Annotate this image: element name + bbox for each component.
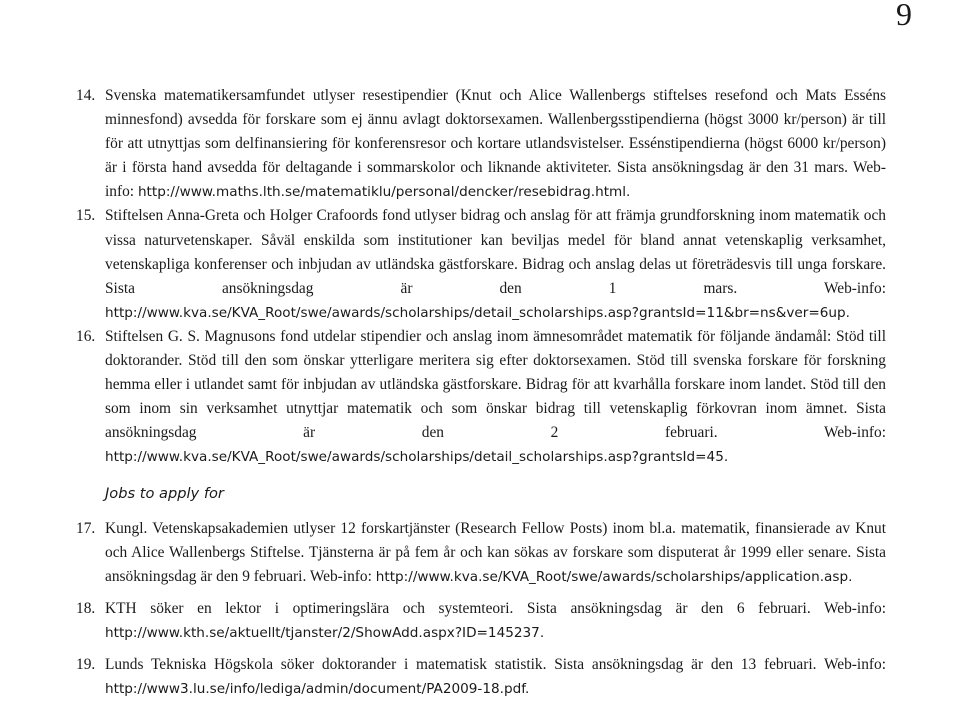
item-number: 17. [76,519,96,537]
web-link[interactable]: http://www.kva.se/KVA_Root/swe/awards/scholarships/detail_scholarships.asp?grantsId=45. [105,449,729,466]
item-text: Stiftelsen G. S. Magnusons fond utdelar stipendier och anslag inom ämnesområdet matematik för följande ändamål: Stöd till doktorander. Stöd till den som önskar ytterligare meritera sig efter doktorsexamen. Stöd till svenska forskare för forskning hemma eller i utlandet samt för inbjudan av utländska gästforskare. Bidrag för att kvarhålla forskare inom landet. Stöd till den som inom sin verksamhet utnyttjar matematik och som önskar bidrag till vetenskaplig förkovran inom ämnet. Sista ansökningsdag är den 2 februari. Web-info: [105,327,886,442]
section-heading: Jobs to apply for [105,484,224,502]
web-link[interactable]: http://www.kth.se/aktuellt/tjanster/2/ShowAdd.aspx?ID=145237. [105,624,545,641]
page-number: 9 [896,0,912,32]
item-number: 15. [76,207,96,225]
item-number: 16. [76,327,96,345]
web-link[interactable]: http://www.maths.lth.se/matematiklu/personal/dencker/resebidrag.html. [137,184,631,201]
item-text: Stiftelsen Anna-Greta och Holger Crafoords fond utlyser bidrag och anslag för att främja grundforskning inom matematik och vissa naturvetenskaper. Såväl enskilda som institutioner kan beviljas medel för bland annat vetenskaplig verksamhet, vetenskapliga konferenser och inbjudan av utländska gästforskare. Bidrag och anslag delas ut företrädesvis till unga forskare. Sista ansökningsdag är den 1 mars. Web-info: [105,207,886,297]
item-text: Lunds Tekniska Högskola söker doktorander i matematisk statistik. Sista ansökningsdag är den 13 februari. Web-info: [105,656,886,674]
web-link[interactable]: http://www.kva.se/KVA_Root/swe/awards/scholarships/application.asp. [375,568,853,585]
list-item-14 [76,84,886,204]
item-number: 18. [76,599,96,617]
document-body [76,84,886,701]
list-item-15 [76,204,886,324]
list-item-17 [76,517,886,589]
item-text: Kungl. Vetenskapsakademien utlyser 12 forskartjänster (Research Fellow Posts) inom bl.a. matematik, finansierade av Knut och Alice Wallenbergs Stiftelse. Tjänsterna är på fem år och kan sökas av forskare som disputerat år 1999 eller senare. Sista ansökningsdag är den 9 februari. Web-info: [105,519,886,585]
list-item-18 [76,597,886,645]
web-link[interactable]: http://www3.lu.se/info/lediga/admin/document/PA2009-18.pdf. [105,681,530,698]
item-text: Svenska matematikersamfundet utlyser resestipendier (Knut och Alice Wallenbergs stiftelses resefond och Mats Esséns minnesfond) avsedda för forskare som ej ännu avlagt doktorsexamen. Wallenbergsstipendierna (högst 3000 kr/person) är till för att utnyttjas som delfinansiering för konferensresor och kortare utlandsvistelser. Essénstipendierna (högst 6000 kr/person) är i första hand avsedda för deltagande i sommarskolor och liknande aktiviteter. Sista ansökningsdag är den 31 mars. Web-info: [105,87,886,201]
web-link[interactable]: http://www.kva.se/KVA_Root/swe/awards/scholarships/detail_scholarships.asp?grantsId=11&br=ns&ver=6up. [105,304,850,321]
item-text: KTH söker en lektor i optimeringslära och systemteori. Sista ansökningsdag är den 6 februari. Web-info: [105,599,886,617]
list-item-16 [76,325,886,470]
item-number: 14. [76,87,96,104]
list-item-19 [76,653,886,701]
item-number: 19. [76,656,96,674]
